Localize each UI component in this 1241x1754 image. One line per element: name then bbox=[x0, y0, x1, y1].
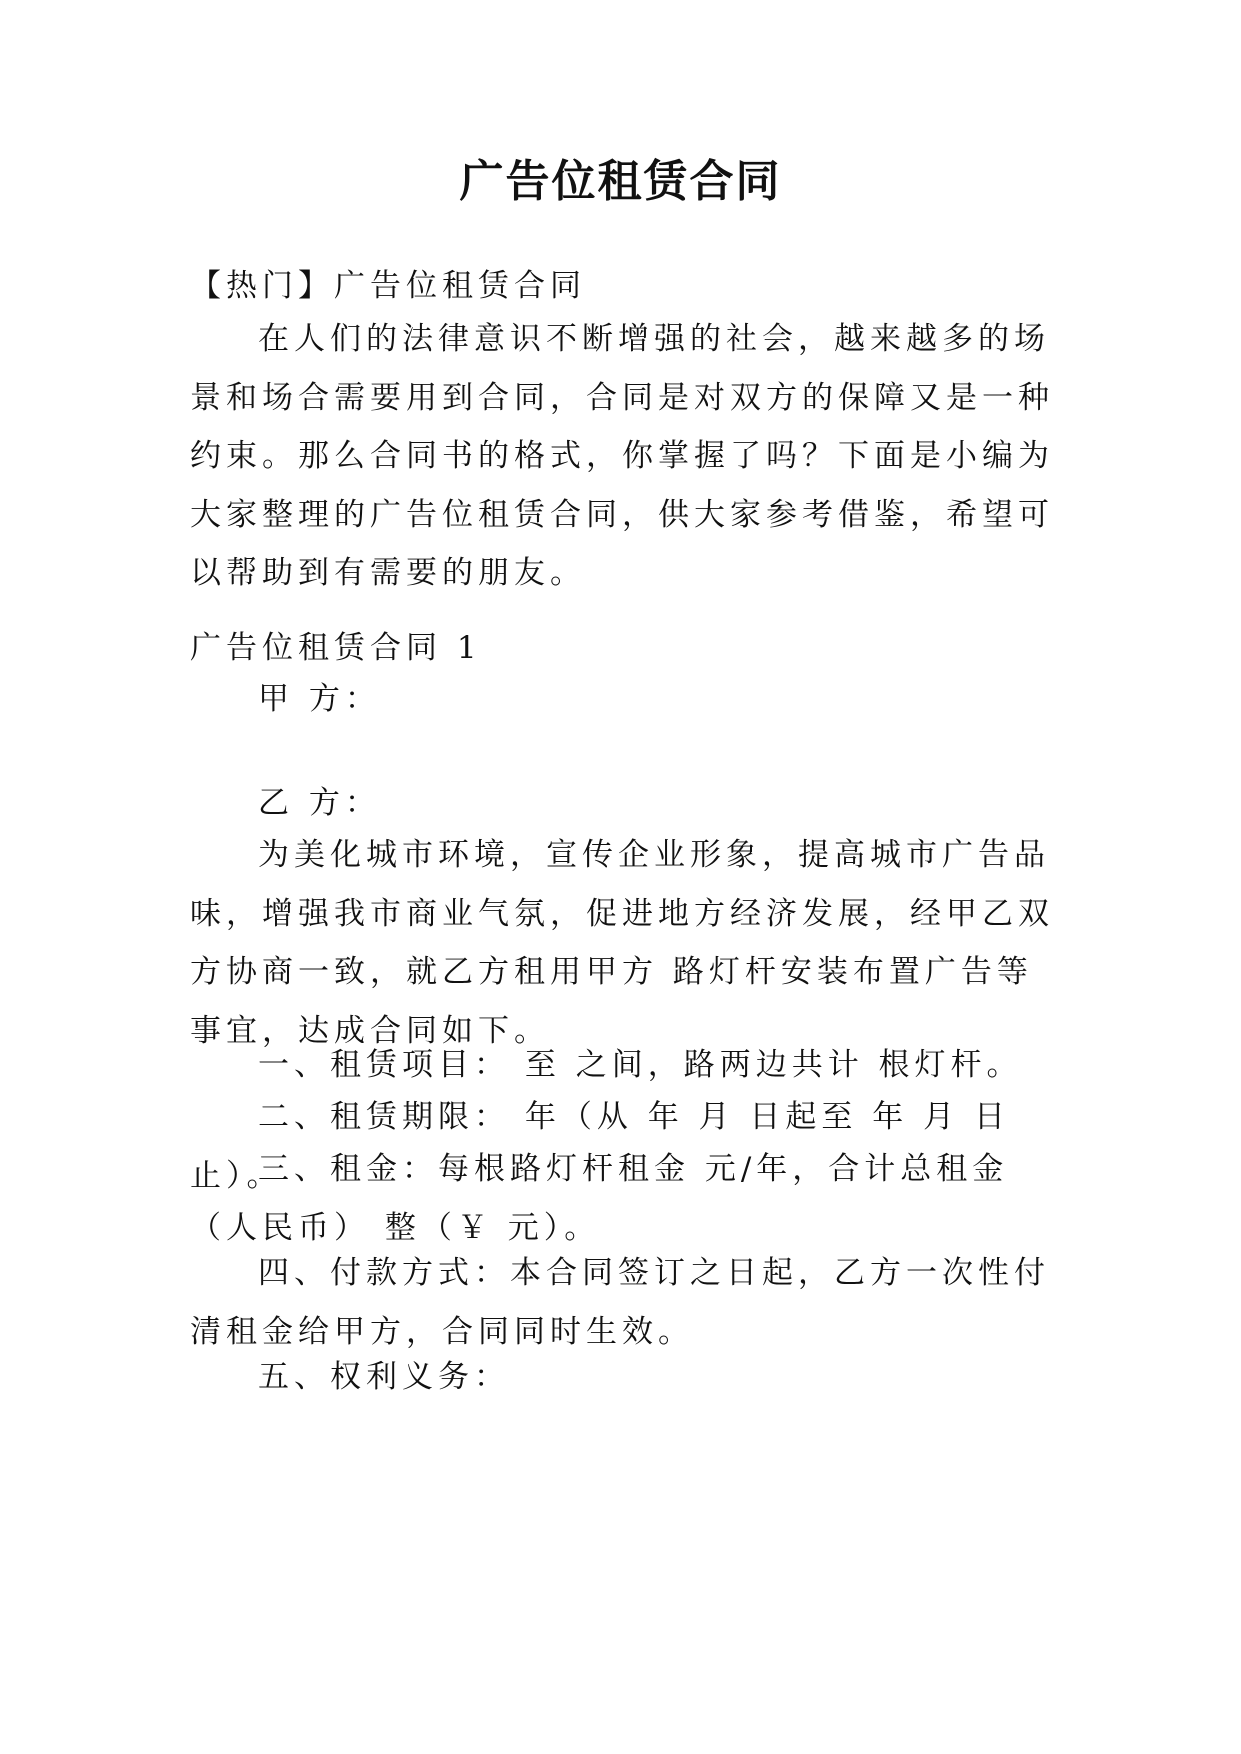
clause-3: 三、租金：每根路灯杆租金 元/年，合计总租金（人民币） 整（￥ 元）。 bbox=[190, 1151, 1009, 1246]
party-a-line: 甲 方： bbox=[258, 681, 381, 717]
party-b-line: 乙 方： bbox=[258, 785, 381, 821]
document-subtitle: 【热门】广告位租赁合同 bbox=[190, 268, 586, 304]
document-title: 广告位租赁合同 bbox=[459, 156, 782, 207]
preamble-paragraph: 为美化城市环境，宣传企业形象，提高城市广告品味，增强我市商业气氛，促进地方经济发展，经甲乙双方协商一致，就乙方租用甲方 路灯杆安装布置广告等事宜，达成合同如下。 bbox=[190, 837, 1054, 1049]
clause-4: 四、付款方式：本合同签订之日起，乙方一次性付清租金给甲方，合同同时生效。 bbox=[190, 1255, 1050, 1350]
clause-2: 二、租赁期限： 年（从 年 月 日起至 年 月 日止）。 bbox=[190, 1099, 1010, 1194]
clause-1: 一、租赁项目： 至 之间，路两边共计 根灯杆。 bbox=[258, 1047, 1023, 1083]
section-heading: 广告位租赁合同 1 bbox=[190, 630, 482, 666]
clause-5: 五、权利义务： bbox=[258, 1359, 510, 1395]
intro-paragraph: 在人们的法律意识不断增强的社会，越来越多的场景和场合需要用到合同，合同是对双方的保障又是一种约束。那么合同书的格式，你掌握了吗？下面是小编为大家整理的广告位租赁合同，供大家参考借鉴，希望可以帮助到有需要的朋友。 bbox=[190, 321, 1054, 591]
